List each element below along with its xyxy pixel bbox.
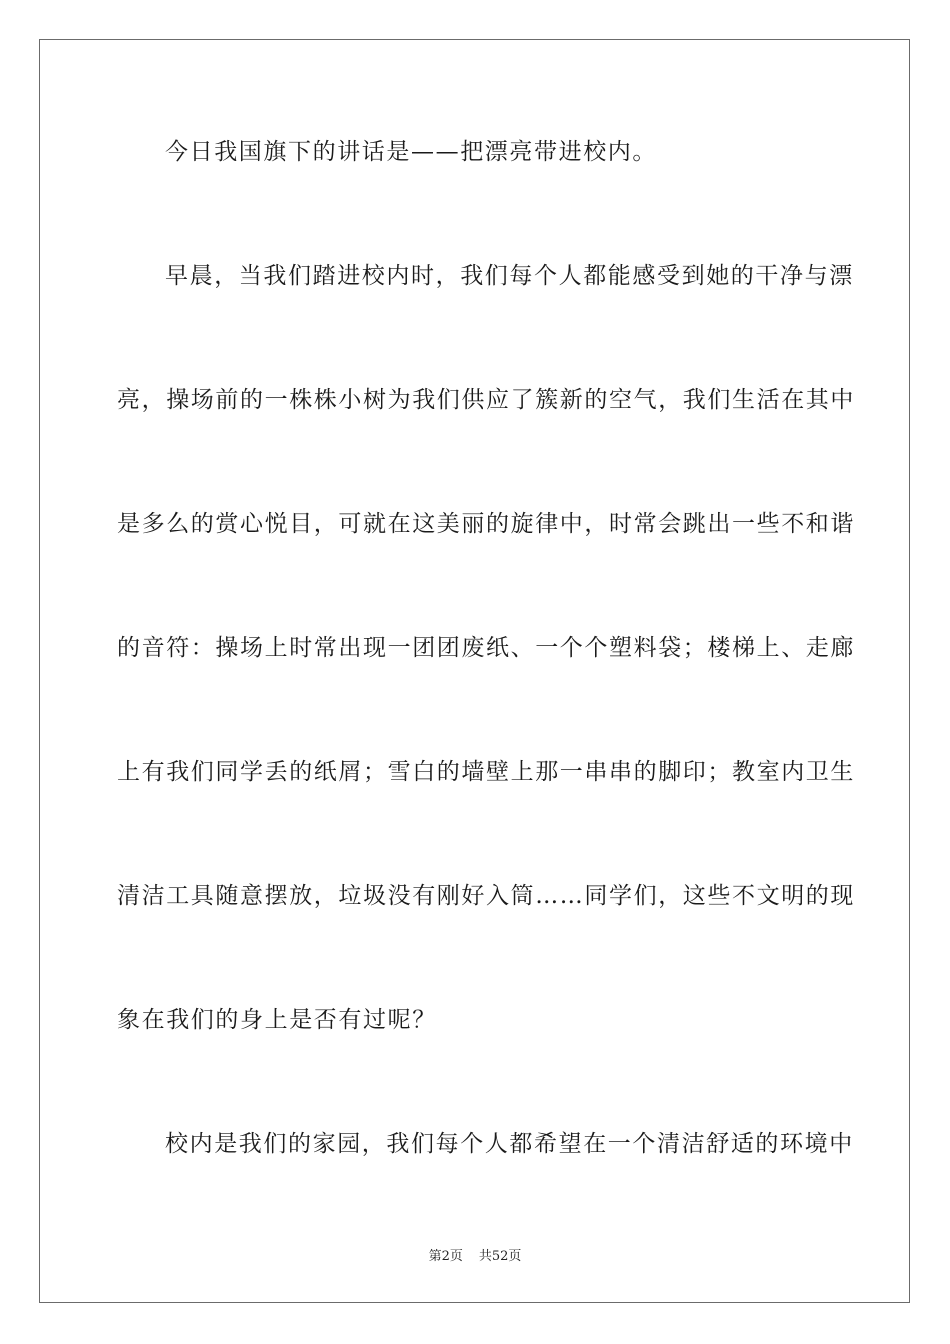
paragraph-3-line-1: 校内是我们的家园，我们每个人都希望在一个清洁舒适的环境中 — [165, 1131, 854, 1157]
page-border — [39, 39, 910, 1303]
page-footer — [0, 1248, 950, 1266]
paragraph-2-line-2: 亮，操场前的一株株小树为我们供应了簇新的空气，我们生活在其中 — [117, 387, 855, 413]
total-pages: 共52页 — [478, 1249, 522, 1264]
paragraph-2-line-1: 早晨，当我们踏进校内时，我们每个人都能感受到她的干净与漂 — [165, 263, 854, 289]
paragraph-2-line-6: 清洁工具随意摆放，垃圾没有刚好入筒……同学们，这些不文明的现 — [117, 883, 855, 909]
paragraph-2-line-5: 上有我们同学丢的纸屑；雪白的墙壁上那一串串的脚印；教室内卫生 — [117, 759, 855, 785]
paragraph-2-line-7: 象在我们的身上是否有过呢？ — [117, 1007, 437, 1033]
paragraph-2-line-3: 是多么的赏心悦目，可就在这美丽的旋律中，时常会跳出一些不和谐 — [117, 511, 855, 537]
page-number: 第2页 — [428, 1249, 463, 1264]
paragraph-2-line-4: 的音符：操场上时常出现一团团废纸、一个个塑料袋；楼梯上、走廊 — [117, 635, 855, 661]
paragraph-1-line-1: 今日我国旗下的讲话是——把漂亮带进校内。 — [165, 139, 657, 165]
